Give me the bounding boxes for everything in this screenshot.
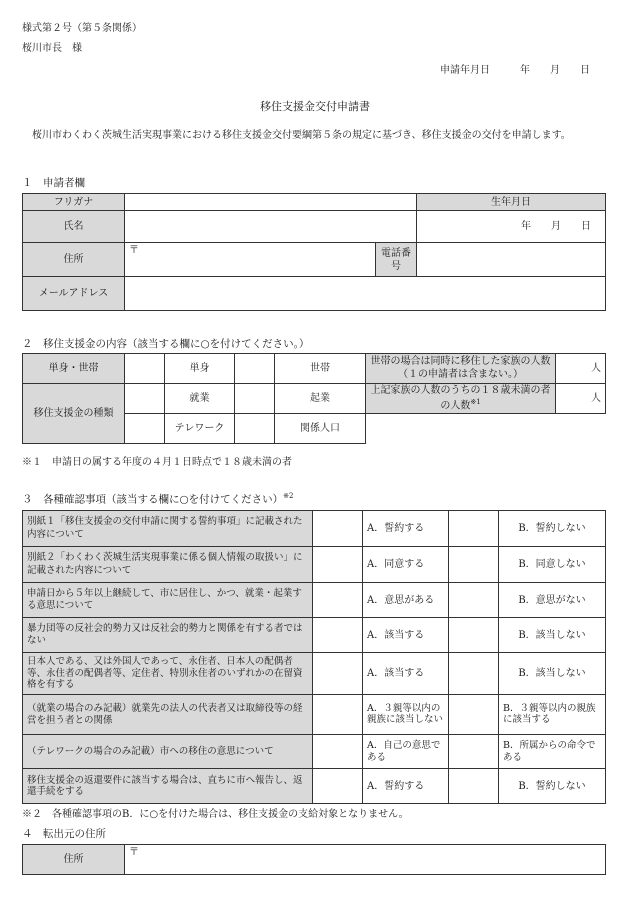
name-label: 氏名 — [23, 211, 125, 243]
employment-label: 就業 — [165, 384, 235, 414]
phone-label: 電話番号 — [376, 243, 417, 277]
address-field[interactable] — [125, 243, 376, 277]
confirm-q8: 移住支援金の返還要件に該当する場合は、直ちに市へ報告し、返還手続をする — [23, 769, 313, 804]
confirm-q1-b-mark[interactable] — [449, 511, 499, 547]
startup-mark-cell[interactable] — [235, 384, 275, 414]
telework-label: テレワーク — [165, 414, 235, 444]
furigana-label: フリガナ — [23, 194, 125, 211]
confirm-q7-a-mark[interactable] — [313, 735, 363, 769]
form-title: 移住支援金交付申請書 — [260, 100, 370, 113]
section2-note: ※１ 申請日の属する年度の４月１日時点で１８歳未満の者 — [22, 457, 292, 468]
confirm-q5: 日本人である、又は外国人であって、永住者、日本人の配偶者等、永住者の配偶者等、定住者、特別永住者のいずれかの在留資格を有する — [23, 653, 313, 695]
section3-note-mark: ※2 — [283, 492, 294, 500]
single-label: 単身 — [165, 354, 235, 384]
confirm-q7: （テレワークの場合のみ記載）市への移住の意思について — [23, 735, 313, 769]
confirm-q6-b: B．３親等以内の親族に該当する — [499, 695, 606, 735]
previous-address-table — [22, 844, 606, 875]
form-number: 様式第２号（第５条関係） — [22, 23, 142, 34]
family-count-unit[interactable]: 人 — [556, 354, 606, 384]
dob-value: 年 月 日 — [417, 211, 606, 243]
confirm-q1-a-mark[interactable] — [313, 511, 363, 547]
subsidy-content-table — [22, 353, 606, 444]
confirm-q3-b: B．意思がない — [499, 583, 606, 618]
section3-note: ※２ 各種確認事項のB．に○を付けた場合は、移住支援金の支給対象となりません。 — [22, 809, 409, 820]
phone-field[interactable] — [417, 243, 606, 277]
confirm-q2: 別紙２「わくわく茨城生活実現事業に係る個人情報の取扱い」に記載された内容について — [23, 547, 313, 583]
confirm-q1-a: A．誓約する — [363, 511, 449, 547]
section2-heading: ２ 移住支援金の内容（該当する欄に○を付けてください。） — [22, 338, 310, 350]
employment-mark-cell[interactable] — [125, 384, 165, 414]
confirm-q4: 暴力団等の反社会的勢力又は反社会的勢力と関係を有する者ではない — [23, 618, 313, 653]
under18-text: 上記家族の人数のうちの１８歳未満の者の人数 — [370, 385, 551, 411]
confirm-q4-b-mark[interactable] — [449, 618, 499, 653]
confirm-q7-a: A．自己の意思である — [363, 735, 449, 769]
confirm-q6-a: A．３親等以内の親族に該当しない — [363, 695, 449, 735]
confirm-q5-b: B．該当しない — [499, 653, 606, 695]
previous-address-label: 住所 — [23, 845, 125, 875]
confirm-q7-b: B．所属からの命令である — [499, 735, 606, 769]
intro-text: 桜川市わくわく茨城生活実現事業における移住支援金交付要綱第５条の規定に基づき、移住支援金の交付を申請します。 — [32, 130, 571, 141]
addressee: 桜川市長 様 — [22, 43, 82, 54]
postal-mark: 〒 — [129, 245, 139, 256]
confirm-q2-b-mark[interactable] — [449, 547, 499, 583]
confirm-q3: 申請日から５年以上継続して、市に居住し、かつ、就業・起業する意思について — [23, 583, 313, 618]
confirm-q7-b-mark[interactable] — [449, 735, 499, 769]
confirm-q8-a-mark[interactable] — [313, 769, 363, 804]
telework-mark-cell-left[interactable] — [125, 414, 165, 444]
previous-address-field[interactable] — [125, 845, 606, 875]
name-field[interactable] — [125, 211, 417, 243]
confirm-q3-a: A．意思がある — [363, 583, 449, 618]
confirm-q3-b-mark[interactable] — [449, 583, 499, 618]
email-field[interactable] — [125, 277, 606, 311]
confirm-q2-a-mark[interactable] — [313, 547, 363, 583]
section4-heading: ４ 転出元の住所 — [22, 828, 106, 840]
confirm-q5-a-mark[interactable] — [313, 653, 363, 695]
confirm-q2-b: B．同意しない — [499, 547, 606, 583]
section1-heading: １ 申請者欄 — [22, 177, 85, 189]
confirm-q6: （就業の場合のみ記載）就業先の法人の代表者又は取締役等の経営を担う者との関係 — [23, 695, 313, 735]
household-label: 世帯 — [275, 354, 366, 384]
under18-label — [366, 384, 556, 414]
confirm-q1: 別紙１「移住支援金の交付申請に関する誓約事項」に記載された内容について — [23, 511, 313, 547]
under18-note-mark: ※1 — [470, 397, 481, 406]
family-count-label: 世帯の場合は同時に移住した家族の人数（１の申請者は含まない。） — [366, 354, 556, 384]
startup-label: 起業 — [275, 384, 366, 414]
confirmation-table — [22, 510, 606, 804]
under18-unit[interactable]: 人 — [556, 384, 606, 414]
confirm-q4-a-mark[interactable] — [313, 618, 363, 653]
household-mark-cell[interactable] — [235, 354, 275, 384]
single-household-label: 単身・世帯 — [23, 354, 125, 384]
confirm-q4-a: A．該当する — [363, 618, 449, 653]
confirm-q3-a-mark[interactable] — [313, 583, 363, 618]
applicant-table — [22, 193, 606, 311]
kankei-mark-cell[interactable] — [235, 414, 275, 444]
section3-heading — [22, 492, 294, 507]
confirm-q1-b: B．誓約しない — [499, 511, 606, 547]
dob-label: 生年月日 — [417, 194, 606, 211]
confirm-q6-b-mark[interactable] — [449, 695, 499, 735]
email-label: メールアドレス — [23, 277, 125, 311]
application-date: 申請年月日 年 月 日 — [440, 65, 590, 76]
confirm-q6-a-mark[interactable] — [313, 695, 363, 735]
confirm-q8-b-mark[interactable] — [449, 769, 499, 804]
confirm-q8-b: B．誓約しない — [499, 769, 606, 804]
confirm-q8-a: A．誓約する — [363, 769, 449, 804]
kankei-label: 関係人口 — [275, 414, 366, 444]
confirm-q5-a: A．該当する — [363, 653, 449, 695]
subsidy-type-label: 移住支援金の種類 — [23, 384, 125, 444]
single-mark-cell[interactable] — [125, 354, 165, 384]
section3-heading-text: ３ 各種確認事項（該当する欄に○を付けてください） — [22, 493, 284, 506]
confirm-q4-b: B．該当しない — [499, 618, 606, 653]
furigana-field[interactable] — [125, 194, 417, 211]
previous-postal-mark: 〒 — [129, 847, 139, 858]
confirm-q5-b-mark[interactable] — [449, 653, 499, 695]
address-label: 住所 — [23, 243, 125, 277]
confirm-q2-a: A．同意する — [363, 547, 449, 583]
